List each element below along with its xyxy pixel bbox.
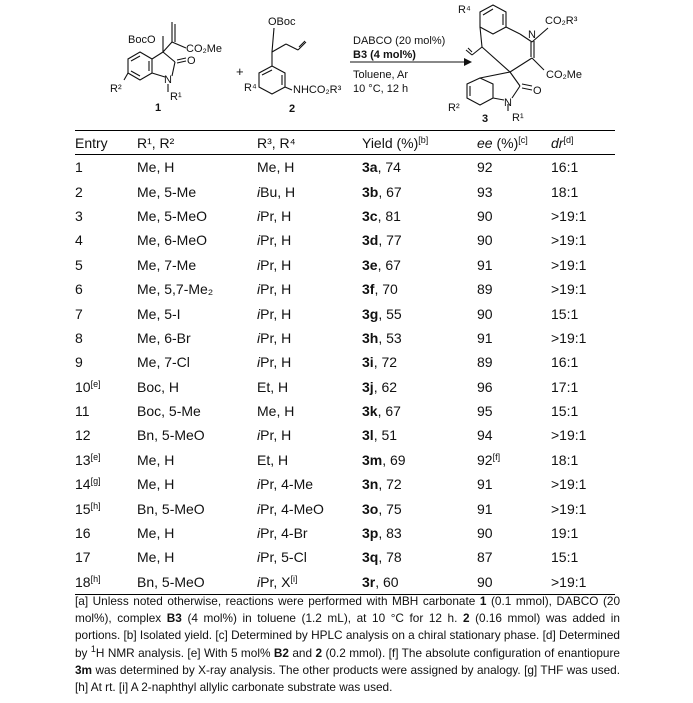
prod-r4: R⁴ (458, 4, 471, 16)
cell-entry (75, 375, 137, 399)
entry-note: [h] (90, 500, 101, 511)
cell-r3-r4 (257, 326, 362, 350)
cell-ee (477, 301, 551, 325)
cell-r1-r2: Me, 5-Me (137, 183, 197, 200)
cell-dr: 18:1 (551, 183, 579, 200)
cell-r1-r2: Boc, H (137, 378, 180, 395)
yield-value: , 77 (378, 232, 402, 249)
ee-value: 90 (477, 525, 493, 542)
yield-value: , 75 (378, 500, 402, 517)
cell-entry (75, 423, 137, 447)
header-yield (362, 131, 477, 155)
cell-yield (362, 472, 477, 496)
cell-dr: >19:1 (551, 281, 587, 298)
cell-r1-r2: Bn, 5-MeO (137, 427, 205, 444)
cell-r1-r2: Bn, 5-MeO (137, 500, 205, 517)
r3-r4-text: Et, H (257, 378, 289, 395)
cell-entry (75, 472, 137, 496)
prod-ester-label: CO₂Me (546, 69, 583, 81)
cell-yield (362, 496, 477, 520)
prod-carbonyl-o: O (533, 85, 542, 97)
reaction-scheme (0, 0, 693, 128)
prod-nitrogen-2: N (504, 97, 512, 109)
cell-yield (362, 570, 477, 595)
sm1-carbonyl-o: O (187, 55, 196, 67)
entry-number: 18 (75, 573, 91, 590)
header-entry: Entry (75, 131, 137, 155)
header-r1-r2: R¹, R² (137, 131, 257, 155)
cell-yield (362, 350, 477, 374)
yield-value: , 70 (374, 281, 398, 298)
table-row (75, 301, 615, 325)
condition-catalyst: DABCO (20 mol%) (353, 35, 446, 47)
prod-oxindole-ring (467, 78, 493, 105)
header-dr-note: [d] (563, 134, 574, 145)
r3-r4-text: Et, H (257, 451, 289, 468)
entry-note: [g] (90, 476, 101, 487)
compound-id: 3p (362, 525, 379, 542)
cell-r1-r2: Me, 6-Br (137, 329, 191, 346)
r3-r4-text: Pr, H (260, 354, 292, 371)
entry-number: 13 (75, 451, 91, 468)
entry-number: 14 (75, 476, 91, 493)
cell-yield (362, 204, 477, 228)
footnote-part: and (288, 645, 316, 660)
entry-note: [h] (90, 573, 101, 584)
cell-r3-r4 (257, 496, 362, 520)
cell-ee (477, 204, 551, 228)
cell-yield (362, 326, 477, 350)
prod-nitrogen: N (528, 29, 536, 41)
cell-entry (75, 496, 137, 520)
footnote-bold: 2 (315, 645, 323, 660)
entry-number: 10 (75, 378, 91, 395)
yield-value: , 69 (382, 451, 406, 468)
r3-prefix: i (257, 476, 261, 493)
entry-note: [e] (90, 451, 101, 462)
cell-r1-r2: Me, 5-MeO (137, 207, 208, 224)
footnote-part: (4 mol%) in toluene (1.2 mL), at 10 °C for 12 h. (181, 611, 463, 626)
cell-entry (75, 301, 137, 325)
ee-value: 89 (477, 281, 493, 298)
compound-id: 3l (362, 427, 374, 444)
ee-value: 90 (477, 232, 493, 249)
r3-r4-text: Pr, H (260, 305, 292, 322)
cell-entry (75, 277, 137, 301)
ee-value: 96 (477, 378, 493, 395)
prod-label: 3 (482, 113, 489, 125)
cell-ee (477, 179, 551, 203)
cell-entry (75, 545, 137, 569)
ee-value: 95 (477, 403, 493, 420)
r3-prefix: i (257, 207, 261, 224)
cell-dr: 16:1 (551, 354, 579, 371)
sm1-nitrogen: N (164, 74, 172, 86)
cell-entry (75, 204, 137, 228)
cell-yield (362, 155, 477, 180)
cell-ee (477, 399, 551, 423)
cell-r3-r4 (257, 423, 362, 447)
ee-value: 87 (477, 549, 493, 566)
header-ee-label: ee (477, 134, 493, 151)
cell-yield (362, 521, 477, 545)
cell-dr: >19:1 (551, 207, 587, 224)
yield-value: , 53 (378, 329, 402, 346)
prod-r1: R¹ (512, 112, 524, 124)
table-row (75, 496, 615, 520)
cell-dr: >19:1 (551, 256, 587, 273)
header-r3-r4: R³, R⁴ (257, 131, 362, 155)
header-dr (551, 131, 615, 155)
table-row (75, 204, 615, 228)
yield-value: , 72 (373, 354, 398, 371)
r3-prefix: i (257, 500, 261, 517)
cell-r1-r2: Me, H (137, 451, 175, 468)
compound-id: 3e (362, 256, 378, 273)
table-row (75, 179, 615, 203)
prod-r2: R² (448, 102, 460, 114)
cell-dr: >19:1 (551, 500, 587, 517)
r3-r4-text: Pr, 4-Me (260, 476, 314, 493)
r3-prefix: i (257, 525, 261, 542)
r3-r4-text: Pr, H (260, 232, 292, 249)
r3-r4-text: Pr, H (260, 427, 292, 444)
ee-value: 91 (477, 500, 493, 517)
footnote-part: H NMR analysis. [e] With 5 mol% (95, 645, 274, 660)
r4-note: [i] (290, 573, 298, 584)
yield-value: , 51 (373, 427, 398, 444)
cell-ee (477, 228, 551, 252)
cell-entry (75, 155, 137, 180)
entry-number: 6 (75, 281, 83, 298)
compound-id: 3r (362, 573, 376, 590)
cell-yield (362, 375, 477, 399)
ee-value: 92 (477, 159, 493, 176)
r3-r4-text: Pr, 5-Cl (260, 549, 307, 566)
cell-entry (75, 179, 137, 203)
yield-value: , 74 (377, 159, 401, 176)
ee-value: 93 (477, 183, 493, 200)
sm2-label: 2 (289, 103, 296, 115)
entry-number: 2 (75, 183, 83, 200)
compound-id: 3i (362, 354, 374, 371)
header-ee-unit: (%) (492, 134, 519, 151)
table-row (75, 521, 615, 545)
r3-prefix: i (257, 573, 261, 590)
cell-entry (75, 228, 137, 252)
cell-r1-r2: Me, 5,7-Me₂ (137, 281, 214, 298)
footnote-part: (0.1 mmol), DABCO (20 mol%), complex (75, 594, 621, 626)
entry-number: 16 (75, 525, 91, 542)
footnote-bold: B3 (166, 611, 182, 626)
r3-prefix: i (257, 329, 261, 346)
header-ee-note: [c] (518, 134, 528, 145)
cell-r1-r2: Me, 7-Me (137, 256, 197, 273)
cell-r3-r4 (257, 277, 362, 301)
table-row (75, 326, 615, 350)
cell-yield (362, 399, 477, 423)
cell-yield (362, 253, 477, 277)
cell-entry (75, 253, 137, 277)
cell-ee (477, 545, 551, 569)
r3-prefix: i (257, 305, 261, 322)
footnote-bold: 1 (479, 594, 487, 608)
header-dr-label: dr (551, 134, 564, 151)
table-row (75, 423, 615, 447)
cell-ee (477, 253, 551, 277)
cell-dr: >19:1 (551, 329, 587, 346)
sm2-r4: R⁴ (244, 82, 257, 94)
condition-temperature: 10 °C, 12 h (353, 83, 409, 95)
cell-dr: >19:1 (551, 232, 587, 249)
table-header-row (75, 131, 615, 155)
cell-dr: >19:1 (551, 427, 587, 444)
plus-sign: + (236, 64, 244, 79)
footnote-part: (0.16 mmol) was added in portions. [b] Isolated yield. [c] Determined by HPLC analysis on a chiral stationary phase. [d] Determined by (75, 611, 620, 660)
cell-r1-r2: Me, H (137, 525, 175, 542)
sm1-r2: R² (110, 83, 122, 95)
cell-ee (477, 423, 551, 447)
cell-r1-r2: Me, 7-Cl (137, 354, 190, 371)
footnote-bold: 2 (462, 611, 470, 626)
r3-r4-text: Pr, 4-Br (260, 525, 308, 542)
sm1-label: 1 (155, 102, 162, 114)
sm1-r1: R¹ (170, 91, 182, 103)
footnote-bold: 3m (75, 662, 93, 677)
cell-dr: 15:1 (551, 549, 579, 566)
cell-ee (477, 375, 551, 399)
r3-r4-text: Pr, 4-MeO (260, 500, 324, 517)
yield-value: , 72 (378, 476, 402, 493)
cell-ee (477, 570, 551, 595)
cell-r3-r4 (257, 350, 362, 374)
cell-r3-r4 (257, 399, 362, 423)
r3-prefix: i (257, 549, 261, 566)
cell-yield (362, 179, 477, 203)
entry-number: 15 (75, 500, 91, 517)
r3-r4-text: Bu, H (260, 183, 296, 200)
sm1-boc-label: BocO (128, 34, 156, 46)
cell-dr: 18:1 (551, 451, 579, 468)
cell-ee (477, 326, 551, 350)
footnote-sup: 1 (90, 643, 96, 654)
table-row (75, 570, 615, 595)
cell-ee (477, 472, 551, 496)
entry-number: 1 (75, 159, 83, 176)
table-row (75, 472, 615, 496)
cell-r1-r2: Me, 5-I (137, 305, 181, 322)
r3-r4-text: Pr, H (260, 329, 292, 346)
table-row (75, 155, 615, 180)
table-row (75, 253, 615, 277)
cell-dr: 19:1 (551, 525, 579, 542)
compound-id: 3q (362, 549, 379, 566)
r3-r4-text: Pr, H (260, 281, 292, 298)
yield-value: , 60 (375, 573, 399, 590)
condition-complex: B3 (4 mol%) (353, 49, 416, 61)
sm2-oboc-label: OBoc (268, 16, 296, 28)
yield-value: , 81 (377, 207, 401, 224)
cell-r3-r4 (257, 155, 362, 180)
cell-ee (477, 277, 551, 301)
ee-value: 89 (477, 354, 493, 371)
r3-r4-text: Pr, H (260, 207, 292, 224)
ee-value: 91 (477, 329, 493, 346)
cell-ee (477, 155, 551, 180)
cell-yield (362, 448, 477, 472)
cell-r1-r2: Bn, 5-MeO (137, 570, 257, 595)
compound-id: 3o (362, 500, 379, 517)
cell-ee (477, 350, 551, 374)
cell-r3-r4 (257, 545, 362, 569)
r3-r4-text: Pr, H (260, 256, 292, 273)
sm1-ester-label: CO₂Me (186, 43, 223, 55)
cell-entry (75, 448, 137, 472)
cell-ee (477, 448, 551, 472)
cell-r1-r2: Me, 6-MeO (137, 232, 208, 249)
cell-r1-r2: Me, H (137, 549, 175, 566)
yield-value: , 67 (378, 183, 402, 200)
r3-prefix: i (257, 354, 261, 371)
entry-number: 12 (75, 427, 91, 444)
cell-r3-r4 (257, 472, 362, 496)
cell-r3-r4 (257, 228, 362, 252)
compound-id: 3b (362, 183, 379, 200)
entry-number: 3 (75, 207, 83, 224)
cell-yield (362, 277, 477, 301)
cell-dr: >19:1 (551, 570, 615, 595)
cell-r3-r4 (257, 570, 362, 595)
r3-r4-text: Me, H (257, 403, 295, 420)
cell-yield (362, 301, 477, 325)
compound-id: 3d (362, 232, 379, 249)
cell-r3-r4 (257, 204, 362, 228)
entry-number: 11 (75, 403, 90, 420)
entry-note: [e] (90, 378, 101, 389)
ee-value: 91 (477, 256, 493, 273)
yield-value: , 55 (378, 305, 402, 322)
ee-value: 94 (477, 427, 493, 444)
condition-solvent: Toluene, Ar (353, 69, 409, 81)
cell-r1-r2: Boc, 5-Me (137, 403, 201, 420)
ee-value: 91 (477, 476, 493, 493)
compound-id: 3k (362, 403, 378, 420)
header-ee (477, 131, 551, 155)
ee-value: 90 (477, 207, 493, 224)
cell-yield (362, 228, 477, 252)
cell-r3-r4 (257, 448, 362, 472)
yield-value: , 67 (377, 256, 401, 273)
ee-value: 90 (477, 573, 493, 590)
r3-prefix: i (257, 427, 261, 444)
entry-number: 5 (75, 256, 83, 273)
footnote-bold: B2 (273, 645, 289, 660)
cell-yield (362, 545, 477, 569)
cell-r3-r4 (257, 301, 362, 325)
r3-prefix: i (257, 256, 261, 273)
ee-note: [f] (492, 451, 501, 462)
results-table (75, 130, 615, 595)
cell-dr: 16:1 (551, 159, 579, 176)
r3-prefix: i (257, 232, 261, 249)
entry-number: 7 (75, 305, 83, 322)
cell-r3-r4 (257, 521, 362, 545)
entry-number: 17 (75, 549, 91, 566)
yield-value: , 83 (378, 525, 402, 542)
r3-prefix: i (257, 281, 261, 298)
cell-dr: 17:1 (551, 378, 579, 395)
cell-dr: 15:1 (551, 403, 579, 420)
cell-ee (477, 496, 551, 520)
cell-dr: >19:1 (551, 476, 587, 493)
header-yield-label: Yield (%) (362, 134, 419, 151)
compound-id: 3j (362, 378, 374, 395)
ee-value: 90 (477, 305, 493, 322)
prod-carbamate-label: CO₂R³ (545, 15, 578, 27)
r3-prefix: i (257, 183, 261, 200)
entry-number: 8 (75, 329, 83, 346)
compound-id: 3c (362, 207, 378, 224)
table-row (75, 399, 615, 423)
arrow-head-icon (464, 58, 472, 66)
cell-r1-r2: Me, H (137, 476, 175, 493)
compound-id: 3n (362, 476, 379, 493)
cell-entry (75, 326, 137, 350)
entry-number: 4 (75, 232, 83, 249)
table-row (75, 277, 615, 301)
footnote-part: was determined by X-ray analysis. The other products were assigned by analogy. [g] THF was used. [h] At rt. [i] A 2-naphthyl allylic carbonate substrate was used. (75, 662, 620, 695)
yield-value: , 62 (373, 378, 398, 395)
footnotes (75, 593, 620, 696)
footnote-text (75, 593, 620, 696)
cell-entry (75, 350, 137, 374)
footnote-part: [a] Unless noted otherwise, reactions were performed with MBH carbonate (75, 594, 480, 608)
table-row (75, 350, 615, 374)
cell-entry (75, 570, 137, 595)
cell-dr: 15:1 (551, 305, 579, 322)
table-row (75, 375, 615, 399)
cell-yield (362, 423, 477, 447)
header-yield-note: [b] (418, 134, 429, 145)
cell-entry (75, 521, 137, 545)
r3-r4-text: Me, H (257, 159, 295, 176)
compound-id: 3a (362, 159, 378, 176)
compound-id: 3h (362, 329, 379, 346)
r3-r4-text: Pr, X (260, 573, 291, 590)
cell-r3-r4 (257, 179, 362, 203)
table-row (75, 228, 615, 252)
yield-value: , 67 (377, 403, 401, 420)
footnote-part: (0.2 mmol). [f] The absolute configuration of enantiopure (322, 645, 620, 660)
table-row (75, 448, 615, 472)
compound-id: 3f (362, 281, 375, 298)
table-row (75, 545, 615, 569)
cell-r1-r2: Me, H (137, 159, 175, 176)
cell-r3-r4 (257, 253, 362, 277)
entry-number: 9 (75, 354, 83, 371)
cell-entry (75, 399, 137, 423)
compound-id: 3m (362, 451, 383, 468)
cell-ee (477, 521, 551, 545)
cell-r3-r4 (257, 375, 362, 399)
sm2-nh-label: NHCO₂R³ (293, 84, 342, 96)
ee-value: 92 (477, 451, 493, 468)
yield-value: , 78 (378, 549, 402, 566)
compound-id: 3g (362, 305, 379, 322)
